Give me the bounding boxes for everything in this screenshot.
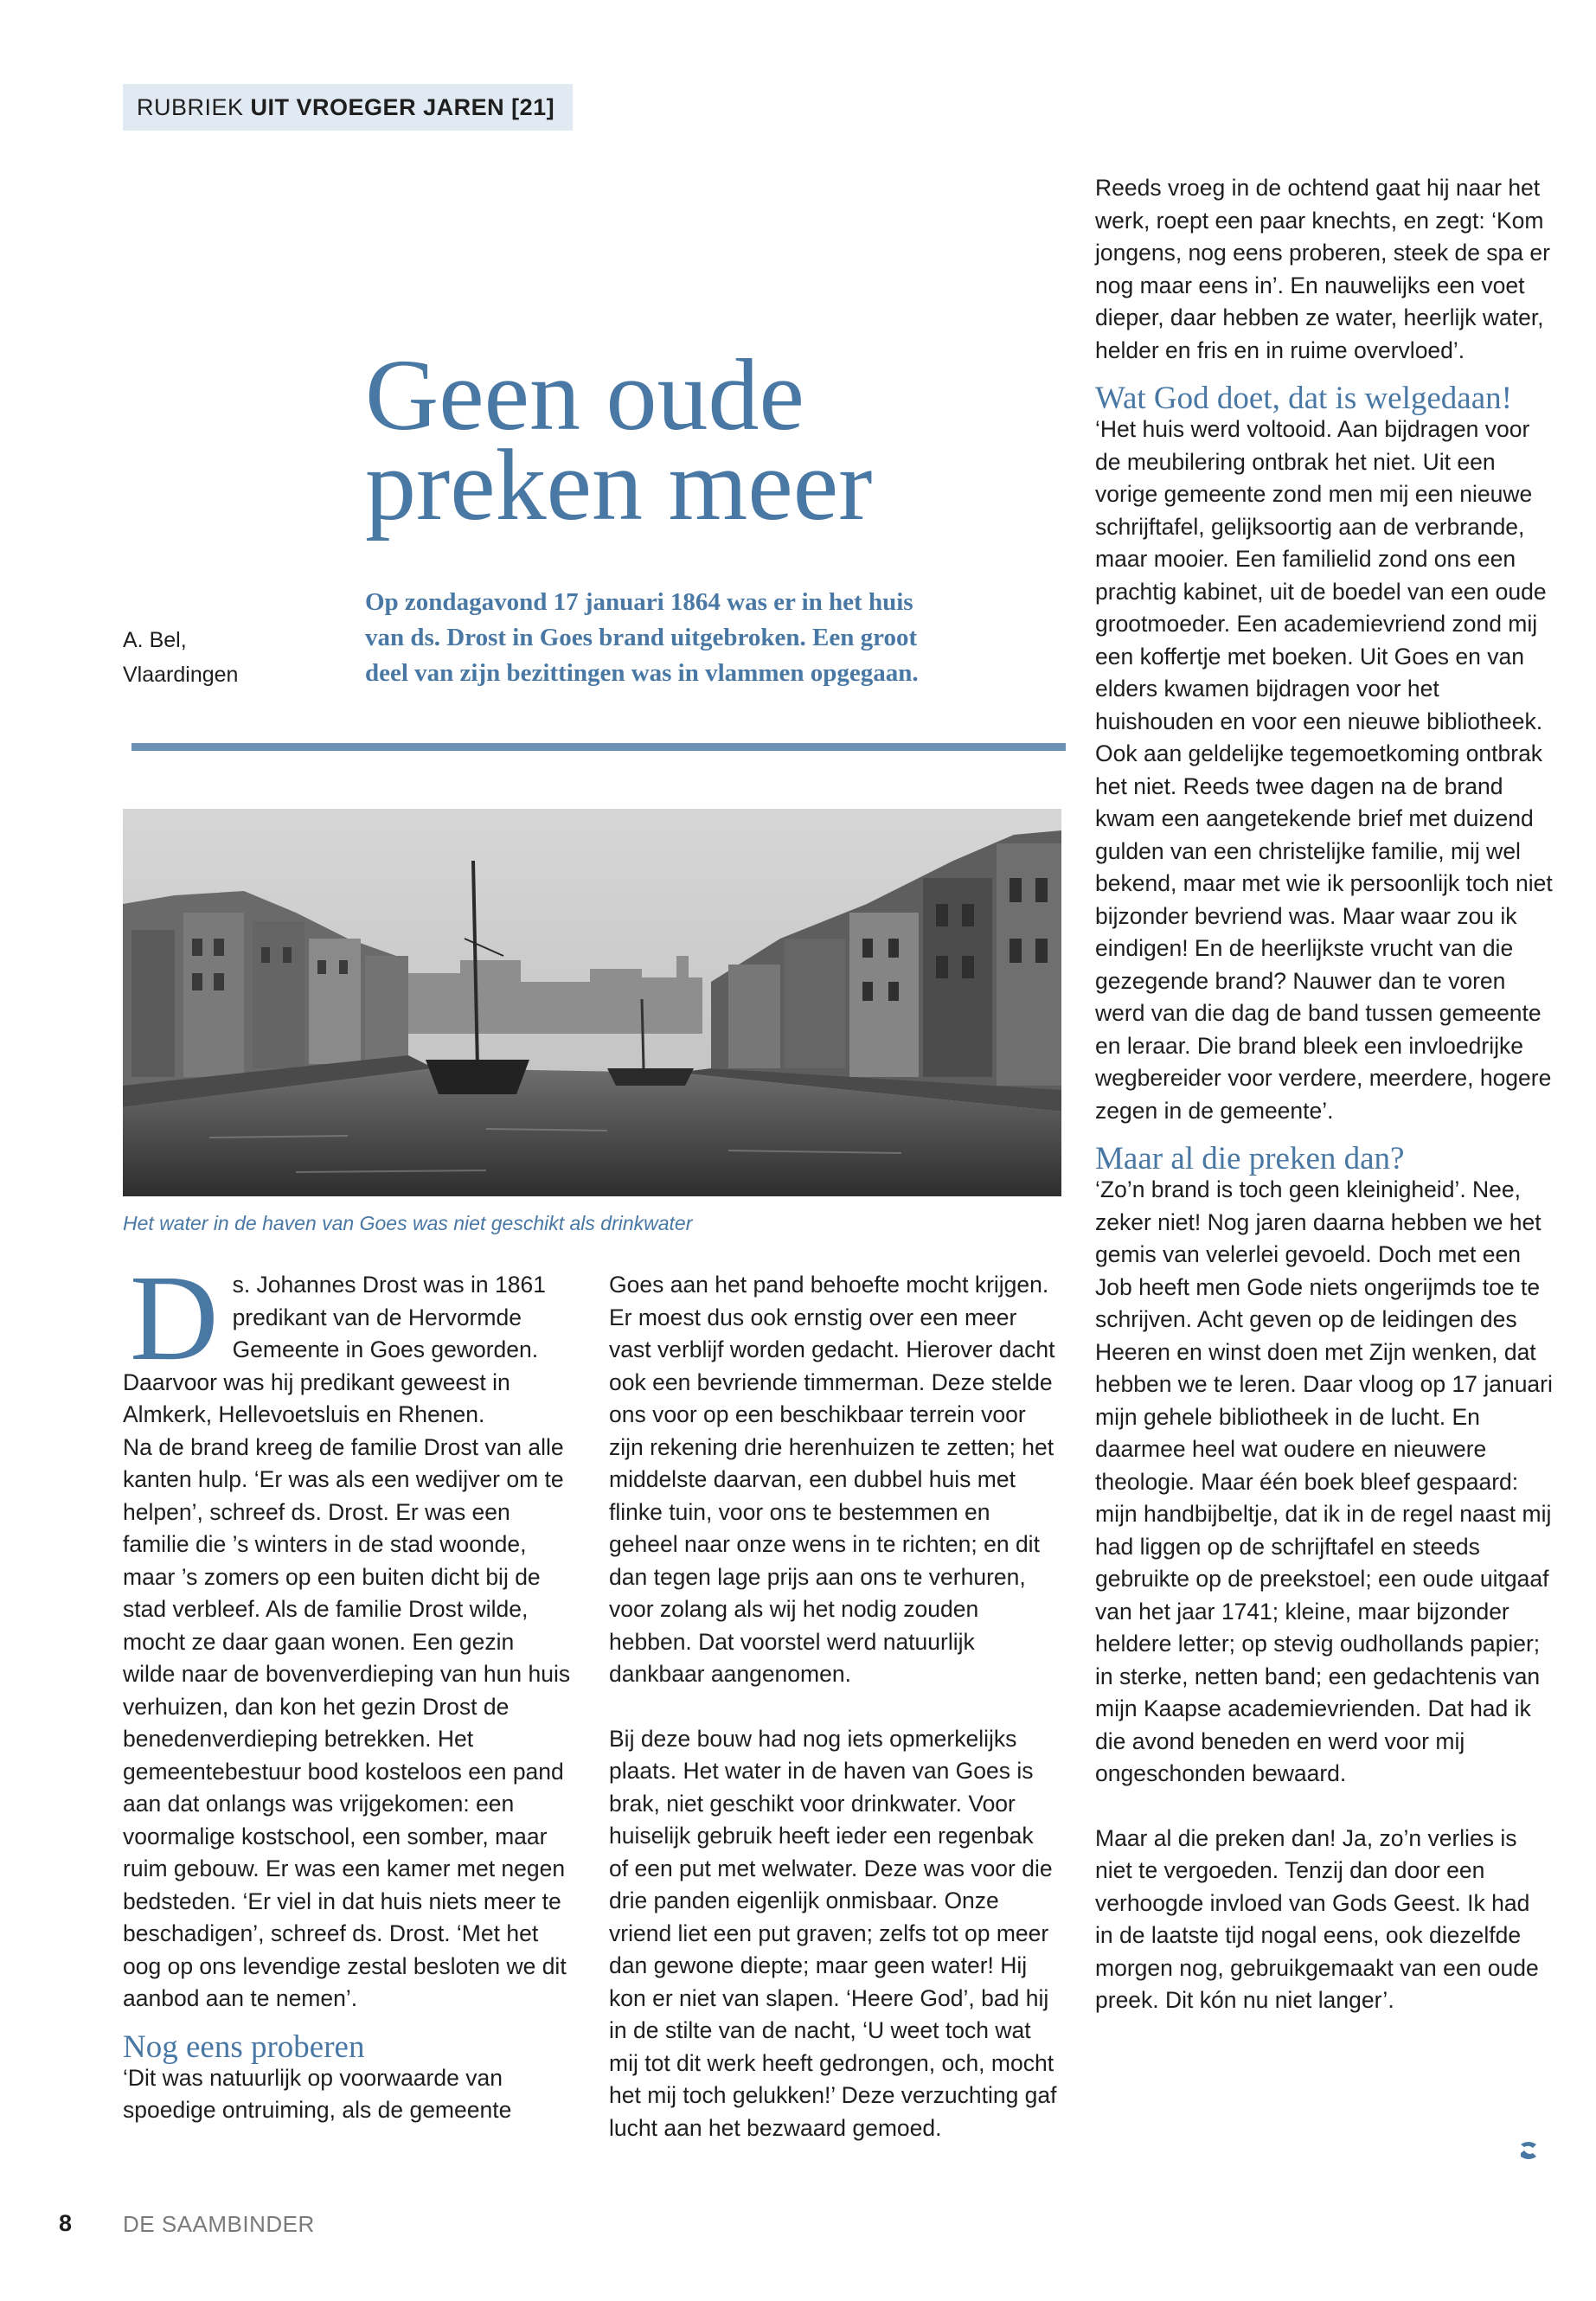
- body-column-3: [1095, 172, 1554, 2017]
- paragraph-text: s. Johannes Drost was in 1861 predikant van de Hervormde Gemeente in Goes geworden. Daarvoor was hij predikant geweest in Almkerk, Hellevoetsluis en Rhenen.: [123, 1272, 546, 1427]
- article-title-line1: Geen oude: [365, 338, 804, 452]
- author-byline: [123, 623, 296, 692]
- section-heading: Maar al die preken dan?: [1095, 1141, 1405, 1176]
- harbour-photo: [123, 809, 1061, 1196]
- body-column-1: [123, 1249, 573, 2127]
- magazine-name: DE SAAMBINDER: [123, 2211, 315, 2237]
- section-heading: Nog eens proberen: [123, 2029, 365, 2065]
- article-title-line2: preken meer: [365, 428, 873, 542]
- drop-cap: D: [130, 1249, 219, 1386]
- body-paragraph: Bij deze bouw had nog iets opmerkelijks plaats. Het water in de haven van Goes is brak, niet geschikt voor drinkwater. Voor huiselijk gebruik heeft ieder een regenbak of een put met welwater. Deze was voor die drie panden eigenlijk onmisbaar. Onze vriend liet een put graven; zelfs tot op meer dan gewone diepte; maar geen water! Hij kon er niet van slapen. ‘Heere God’, bad hij in de stilte van de nacht, ‘U weet toch wat mij tot dit werk heeft gedrongen, och, mocht het mij toch gelukken!’ Deze verzuchting gaf lucht aan het bezwaard gemoed.: [609, 1725, 1057, 2141]
- photo-caption: Het water in de haven van Goes was niet geschikt als drinkwater: [123, 1212, 693, 1234]
- section-heading: Wat God doet, dat is welgedaan!: [1095, 381, 1512, 416]
- body-paragraph: Na de brand kreeg de familie Drost van alle kanten hulp. ‘Er was als een wedijver om te helpen’, schreef ds. Drost. Er was een familie die ’s winters in de stad woonde, maar ’s zomers op een buiten dicht bij de stad verbleef. Als de familie Drost wilde, mocht ze daar gaan wonen. Een gezin wilde naar de bovenverdieping van hun huis verhuizen, dan kon het gezin Drost de benedenverdieping betrekken. Het gemeentebestuur bood kosteloos een pand aan dat onlangs was vrijgekomen: een voormalige kostschool, een somber, maar ruim gebouw. Er was een kamer met negen bedsteden. ‘Er viel in dat huis niets meer te beschadigen’, schreef ds. Drost. ‘Met het oog op ons levendige zestal besloten we dit aanbod aan te nemen’.: [123, 1433, 571, 2011]
- author-place: Vlaardingen: [123, 663, 239, 687]
- article-intro: [365, 585, 1074, 691]
- body-paragraph: ‘Zo’n brand is toch geen kleinigheid’. Nee, zeker niet! Nog jaren daarna hebben we het gemis van velerlei gevoeld. Doch met een Job heeft men Gode niets ongerijmds toe te schrijven. Acht geven op de leidingen des Heeren en winst doen met Zijn wenken, dat hebben we te leren. Daar vloog op 17 januari mijn gehele bibliotheek in de lucht. En daarmee heel wat oudere en nieuwere theologie. Maar één boek bleef gespaard: mijn handbijbeltje, dat ik in de regel naast mij had liggen op de schrijftafel en steeds gebruikte op de preekstoel; een oude uitgaaf van het jaar 1741; kleine, maar bijzonder heldere letter; op stevig oudhollands papier; in sterke, netten band; een gedachtenis van mijn Kaapse academievrienden. Dat had ik die avond beneden en werd voor mij ongeschonden bewaard.: [1095, 1176, 1553, 1786]
- body-paragraph: ‘Dit was natuurlijk op voorwaarde van spoedige ontruiming, als de gemeente: [123, 2064, 512, 2123]
- end-mark-icon: [1517, 2139, 1540, 2162]
- divider-rule: [131, 743, 1066, 751]
- body-paragraph: ‘Het huis werd voltooid. Aan bijdragen voor de meubilering ontbrak het niet. Uit een vorige gemeente zond men mij een nieuwe schrijftafel, gelijksoortig aan de verbrande, maar mooier. Een familielid zond ons een prachtig kabinet, uit de boedel van een oude grootmoeder. Een academievriend zond mij een koffertje met boeken. Uit Goes en van elders kwamen bijdragen voor het huishouden en voor een nieuwe bibliotheek. Ook aan geldelijke tegemoetkoming ontbrak het niet. Reeds twee dagen na de brand kwam een aangetekende brief met duizend gulden van een christelijke familie, mij wel bekend, maar met wie ik persoonlijk toch niet bijzonder bevriend was. Maar waar zou ik eindigen! En de heerlijkste vrucht van die gezegende brand? Nauwer dan te voren werd van die dag de band tussen gemeente en leraar. Die brand bleek een invloedrijke wegbereider voor verdere, meerdere, hogere zegen in de gemeente’.: [1095, 416, 1553, 1124]
- intro-line: van ds. Drost in Goes brand uitgebroken. Een groot: [365, 624, 918, 651]
- intro-line: Op zondagavond 17 januari 1864 was er in het huis: [365, 588, 913, 616]
- article-title: [365, 338, 1057, 542]
- section-tag: [123, 84, 573, 131]
- body-paragraph: Maar al die preken dan! Ja, zo’n verlies is niet te vergoeden. Tenzij dan door een verhoogde invloed van Gods Geest. Ik had in de laatste tijd nogal eens, ook diezelfde morgen nog, gebruikgemaakt van een oude preek. Dit kón nu niet langer’.: [1095, 1824, 1539, 2013]
- section-tag-label: RUBRIEK: [137, 94, 244, 120]
- section-tag-name: UIT VROEGER JAREN [21]: [250, 94, 555, 120]
- body-paragraph: Goes aan het pand behoefte mocht krijgen. Er moest dus ook ernstig over een meer vast verblijf worden gedacht. Hierover dacht ook een bevriende timmerman. Deze stelde ons voor op een beschikbaar terrein voor zijn rekening drie herenhuizen te zetten; het middelste daarvan, een dubbel huis met flinke tuin, voor ons te bestemmen en geheel naar onze wens in te richten; en dit dan tegen lage prijs aan ons te verhuren, voor zolang als wij het nodig zouden hebben. Dat voorstel werd natuurlijk dankbaar aangenomen.: [609, 1272, 1055, 1687]
- page-number: 8: [59, 2210, 73, 2236]
- body-paragraph: Reeds vroeg in de ochtend gaat hij naar het werk, roept een paar knechts, en zegt: ‘Kom jongens, nog eens proberen, steek de spa er nog maar eens in’. En nauwelijks een voet dieper, daar hebben ze water, heerlijk water, helder en fris en in ruime overvloed’.: [1095, 175, 1550, 363]
- harbour-photo-illustration: [123, 809, 1061, 1196]
- body-paragraph: [123, 1249, 573, 1432]
- body-column-2: [609, 1269, 1059, 2144]
- author-name: A. Bel,: [123, 628, 187, 652]
- intro-line: deel van zijn bezittingen was in vlammen opgegaan.: [365, 659, 919, 687]
